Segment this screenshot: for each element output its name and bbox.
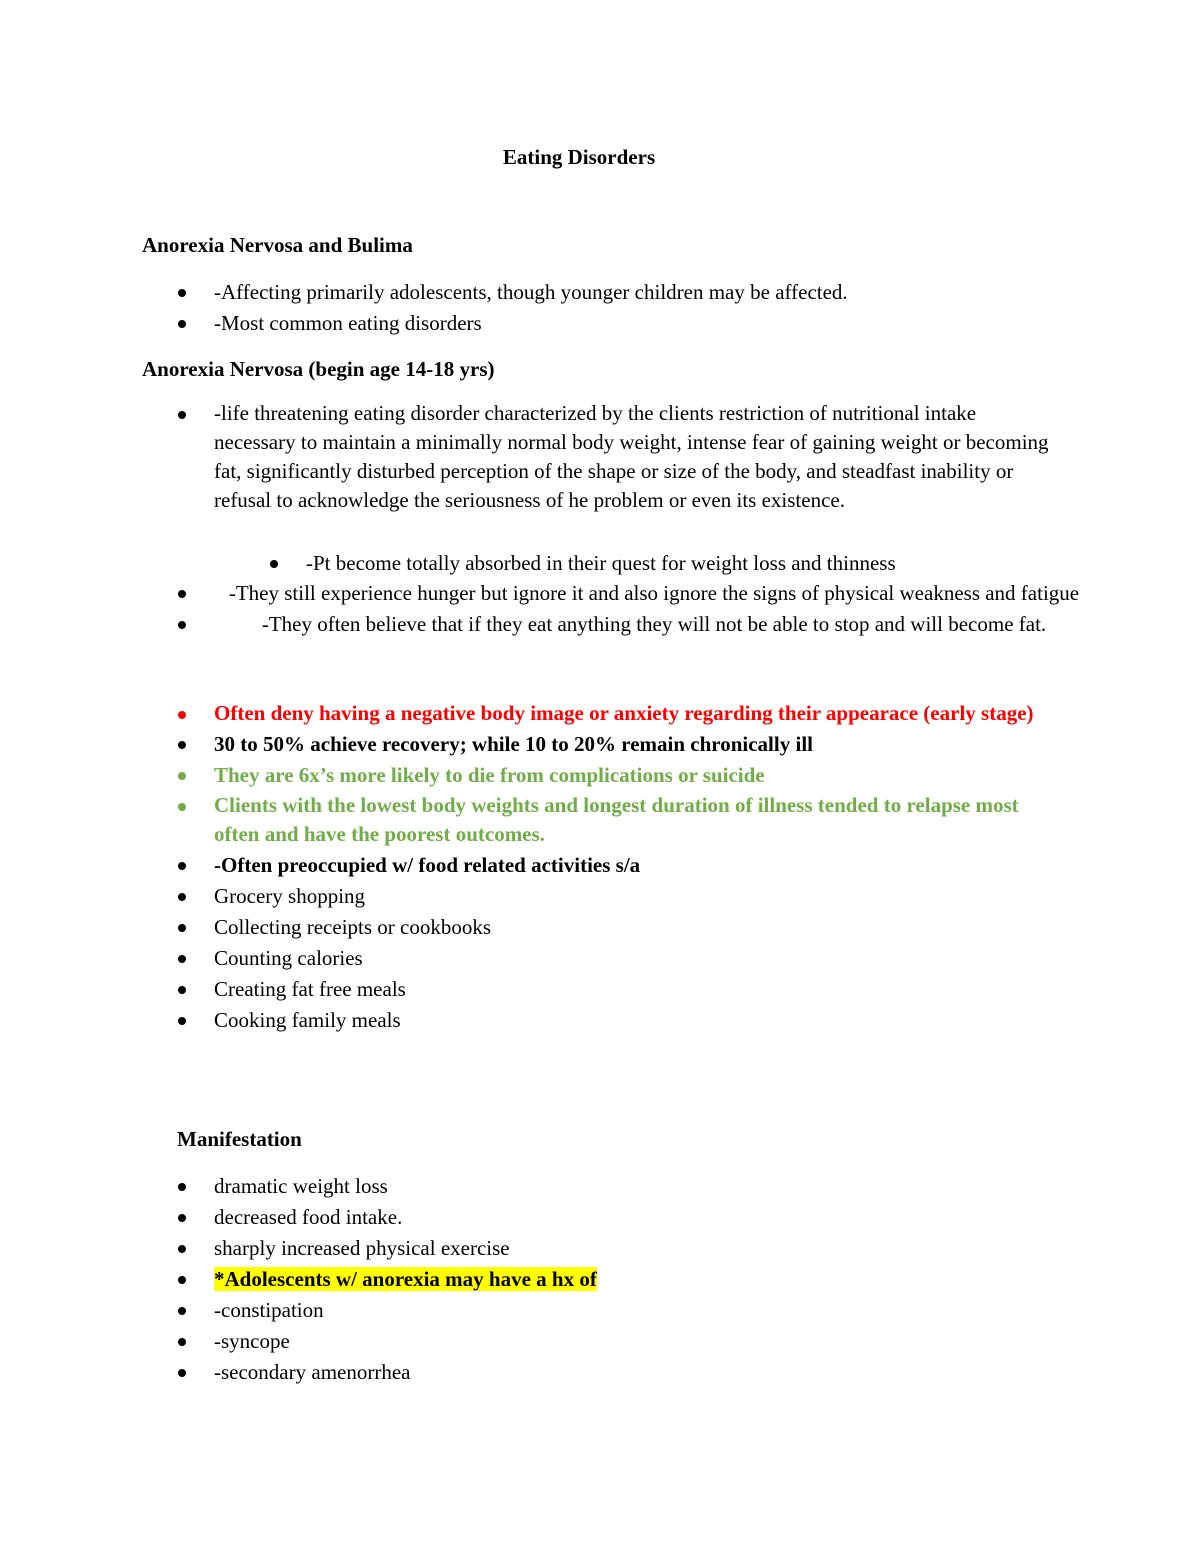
bullet-icon	[178, 590, 186, 598]
bullet-icon	[178, 1183, 186, 1191]
list-item-text: Cooking family meals	[214, 1008, 401, 1032]
list-item-text: They are 6x’s more likely to die from complications or suicide	[214, 763, 765, 787]
list-item	[142, 699, 1057, 728]
list-item-text: -constipation	[214, 1298, 324, 1322]
list-item-text: Collecting receipts or cookbooks	[214, 915, 492, 939]
list-item	[142, 881, 1057, 911]
bullet-icon	[178, 711, 186, 719]
list-item-text: 30 to 50% achieve recovery; while 10 to 20% remain chronically ill	[214, 732, 813, 756]
list-item	[142, 760, 1057, 790]
list-item-text: -Most common eating disorders	[214, 311, 482, 335]
list-item	[142, 1005, 1057, 1035]
list-item	[142, 1171, 1057, 1201]
list-item	[142, 729, 1057, 759]
section-heading-anorexia-nervosa: Anorexia Nervosa (begin age 14-18 yrs)	[142, 357, 495, 381]
list-item-text: -syncope	[214, 1329, 290, 1353]
section-heading-anorexia-bulima: Anorexia Nervosa and Bulima	[142, 233, 413, 257]
list-item-text: dramatic weight loss	[214, 1174, 388, 1198]
bullet-icon	[178, 955, 186, 963]
bullet-icon	[178, 1245, 186, 1253]
list-item	[178, 578, 1094, 608]
bullet-icon	[178, 741, 186, 749]
list-item	[142, 1264, 1057, 1294]
page-title: Eating Disorders	[502, 145, 656, 169]
list-item-text: -Pt become totally absorbed in their quest for weight loss and thinness	[306, 551, 896, 575]
bullet-icon	[178, 1214, 186, 1222]
bullet-icon	[178, 1369, 186, 1377]
bullet-icon	[178, 411, 186, 419]
section2-centered-list	[178, 578, 1094, 639]
list-item-text: Grocery shopping	[214, 884, 366, 908]
list-item	[234, 548, 1066, 578]
list-item	[178, 609, 1094, 639]
list-item	[142, 308, 1057, 338]
section2-sublist	[234, 548, 1066, 578]
bullet-icon	[178, 772, 186, 780]
list-item	[142, 277, 1057, 307]
bullet-icon	[178, 986, 186, 994]
list-item-text: -Affecting primarily adolescents, though younger children may be affected.	[214, 280, 848, 304]
bullet-icon	[270, 560, 278, 568]
bullet-icon	[178, 621, 186, 629]
section2-list	[142, 399, 1057, 515]
list-item-text: sharply increased physical exercise	[214, 1236, 510, 1260]
section-heading-manifestation: Manifestation	[177, 1127, 302, 1151]
list-item-text: Often deny having a negative body image or anxiety regarding their appearace (early stage)	[214, 701, 1034, 725]
bullet-icon	[178, 289, 186, 297]
bullet-icon	[178, 1017, 186, 1025]
bullet-icon	[178, 320, 186, 328]
list-item	[142, 850, 1057, 880]
list-item	[142, 399, 1057, 515]
list-item	[142, 1202, 1057, 1232]
list-item	[142, 1326, 1057, 1356]
list-item	[142, 791, 1057, 849]
section3-list	[142, 1171, 1057, 1387]
list-item-text: -They often believe that if they eat anything they will not be able to stop and will become fat.	[261, 612, 1047, 636]
bullet-icon	[178, 1338, 186, 1346]
bullet-icon	[178, 893, 186, 901]
list-item	[142, 1295, 1057, 1325]
list-item-text: decreased food intake.	[214, 1205, 403, 1229]
bullet-icon	[178, 1276, 186, 1284]
list-item	[142, 943, 1057, 973]
section1-list	[142, 277, 1057, 338]
list-item-text: -They still experience hunger but ignore it and also ignore the signs of physical weakness and fatigue	[228, 581, 1080, 605]
list-item-text: Creating fat free meals	[214, 977, 406, 1001]
section2-emphasis-list	[142, 699, 1057, 1035]
bullet-icon	[178, 1307, 186, 1315]
list-item-text: -Often preoccupied w/ food related activities s/a	[214, 853, 641, 877]
highlighted-text: *Adolescents w/ anorexia may have a hx of	[214, 1267, 597, 1291]
list-item	[142, 1233, 1057, 1263]
list-item	[142, 912, 1057, 942]
bullet-icon	[178, 862, 186, 870]
bullet-icon	[178, 924, 186, 932]
list-item	[142, 974, 1057, 1004]
list-item-text: -life threatening eating disorder characterized by the clients restriction of nutritional intake necessary to maintain a minimally normal body weight, intense fear of gaining weight or becoming fat, significantly disturbed perception of the shape or size of the body, and steadfast inability or refusal to acknowledge the seriousness of he problem or even its existence.	[214, 401, 1049, 512]
bullet-icon	[178, 803, 186, 811]
list-item-text: -secondary amenorrhea	[214, 1360, 411, 1384]
list-item-text: Counting calories	[214, 946, 363, 970]
list-item-text: Clients with the lowest body weights and longest duration of illness tended to relapse most often and have the poorest outcomes.	[214, 793, 1019, 846]
list-item	[142, 1357, 1057, 1387]
